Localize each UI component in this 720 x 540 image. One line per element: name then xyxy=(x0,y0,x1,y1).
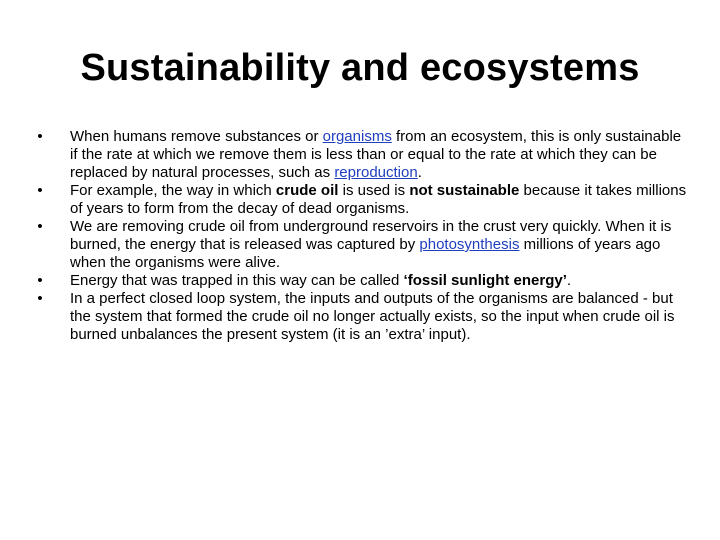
bullet-item xyxy=(30,218,690,272)
link-photosynthesis[interactable]: photosynthesis xyxy=(419,236,520,253)
bullet-dot: • xyxy=(37,218,43,235)
bold-term-fossil-sunlight-energy: ‘fossil sunlight energy’ xyxy=(403,272,567,289)
bullet-text: from an ecosystem, this is only sustainable if the rate at which we remove them is less than or equal to the rate at which they can be replaced by natural processes, such as xyxy=(70,128,682,181)
bullet-text: . xyxy=(566,272,572,289)
bullet-text: is used is xyxy=(338,182,410,199)
bullet-text: In a perfect closed loop system, the inputs and outputs of the organisms are balanced - but the system that formed the crude oil no longer actually exists, so the input when crude oil is burned unbalances the present system (it is an ’extra’ input). xyxy=(70,290,675,343)
slide-title: Sustainability and ecosystems xyxy=(80,47,640,89)
bullet-item xyxy=(30,128,690,182)
bullet-text: because it takes millions of years to form from the decay of dead organisms. xyxy=(70,182,687,217)
bold-term-not-sustainable: not sustainable xyxy=(409,182,520,199)
bullet-list xyxy=(30,128,690,344)
bullet-item xyxy=(30,182,690,218)
bullet-item xyxy=(30,272,690,290)
bold-term-crude-oil: crude oil xyxy=(275,182,339,199)
bullet-text: millions of years ago when the organisms were alive. xyxy=(70,236,661,271)
bullet-text: For example, the way in which xyxy=(70,182,276,199)
bullet-dot: • xyxy=(37,290,43,307)
link-reproduction[interactable]: reproduction xyxy=(334,164,418,181)
bullet-dot: • xyxy=(37,128,43,145)
bullet-dot: • xyxy=(37,272,43,289)
bullet-text: We are removing crude oil from underground reservoirs in the crust very quickly. When it is burned, the energy that is released was captured by xyxy=(70,218,672,253)
link-organisms[interactable]: organisms xyxy=(322,128,392,145)
bullet-text: Energy that was trapped in this way can be called xyxy=(70,272,404,289)
bullet-dot: • xyxy=(37,182,43,199)
bullet-text: . xyxy=(417,164,422,181)
bullet-text: When humans remove substances or xyxy=(70,128,323,145)
bullet-item xyxy=(30,290,690,344)
